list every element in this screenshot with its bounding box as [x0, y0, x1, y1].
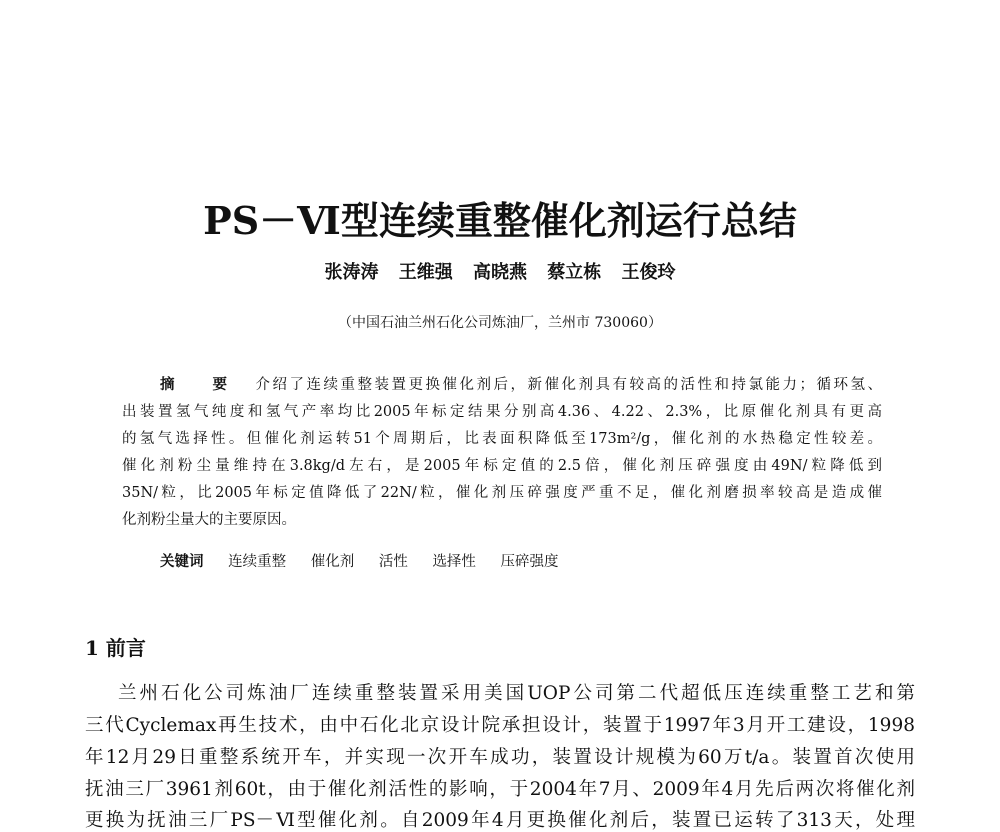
- abstract-label: 摘 要: [160, 376, 244, 393]
- keywords-label: 关键词: [160, 553, 204, 570]
- abstract-line: 的氢气选择性。但催化剂运转51个周期后，比表面积降低至173m²/g，催化剂的水热稳定性较差。: [122, 431, 882, 447]
- keyword: 压碎强度: [500, 554, 559, 570]
- body-line: 兰州石化公司炼油厂连续重整装置采用美国UOP公司第二代超低压连续重整工艺和第: [118, 683, 915, 704]
- body-line: 年12月29日重整系统开车，并实现一次开车成功，装置设计规模为60万t/a。装置首次使用: [85, 747, 915, 768]
- keyword: 连续重整: [228, 554, 287, 570]
- abstract-line: 出装置氢气纯度和氢气产率均比2005年标定结果分别高4.36、4.22、2.3%，比原催化剂具有更高: [122, 404, 882, 420]
- section-heading: 1 前言: [85, 636, 146, 660]
- author-list: 张涛涛 王维强 高晓燕 蔡立栋 王俊玲: [324, 262, 676, 283]
- abstract-line: 35N/粒，比2005年标定值降低了22N/粒，催化剂压碎强度严重不足，催化剂磨损率较高是造成催: [122, 485, 882, 501]
- body-line: 三代Cyclemax再生技术，由中石化北京设计院承担设计，装置于1997年3月开工建设，1998: [85, 715, 915, 736]
- body-line: 更换为抚油三厂PS－Ⅵ型催化剂。自2009年4月更换催化剂后，装置已运转了313天，处理: [85, 810, 915, 831]
- abstract-line: 化剂粉尘量大的主要原因。: [122, 512, 296, 528]
- abstract-line: [160, 373, 882, 394]
- affiliation: （中国石油兰州石化公司炼油厂，兰州市 730060）: [338, 315, 662, 331]
- paper-title: PS－Ⅵ型连续重整催化剂运行总结: [203, 198, 797, 243]
- body-line: 抚油三厂3961剂60t，由于催化剂活性的影响，于2004年7月、2009年4月先后两次将催化剂: [85, 779, 915, 800]
- keyword: 活性: [378, 554, 408, 570]
- keyword: 催化剂: [310, 554, 355, 570]
- abstract-line: 催化剂粉尘量维持在3.8kg/d左右，是2005年标定值的2.5倍，催化剂压碎强度由49N/粒降低到: [122, 458, 882, 474]
- abstract-text: 介绍了连续重整装置更换催化剂后，新催化剂具有较高的活性和持氯能力；循环氢、: [255, 377, 882, 393]
- keyword: 选择性: [432, 554, 476, 570]
- keywords: [160, 550, 579, 571]
